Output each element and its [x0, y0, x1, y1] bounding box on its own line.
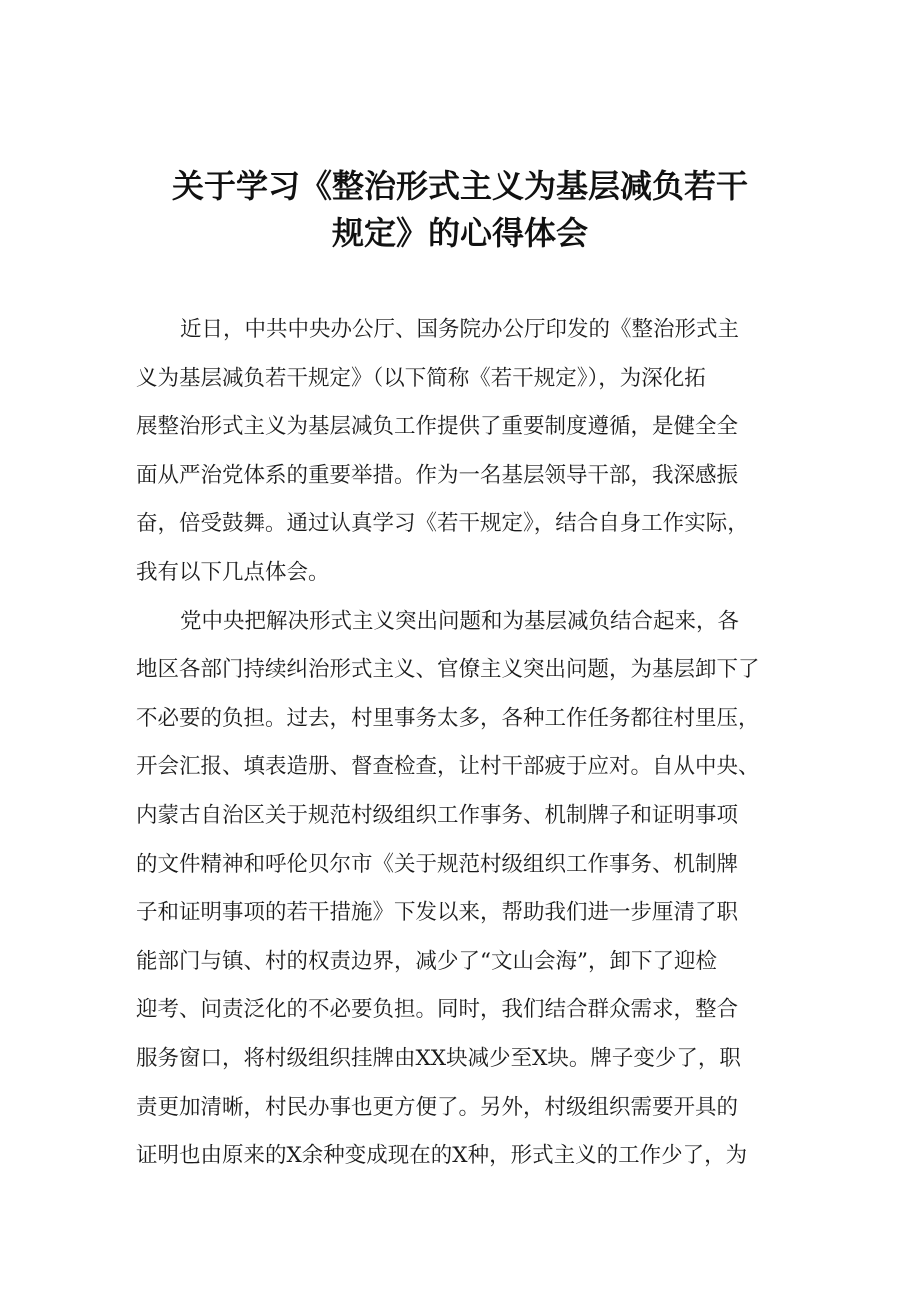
document-title: [120, 163, 800, 257]
text-line: 子和证明事项的若干措施》下发以来，帮助我们进一步厘清了职: [136, 900, 739, 926]
title-line: 规定》的心得体会: [331, 214, 588, 252]
paragraph-burden-reduction: [136, 598, 798, 1181]
text-line: 奋，倍受鼓舞。通过认真学习《若干规定》，结合自身工作实际，: [136, 511, 749, 537]
text-line: 开会汇报、填表造册、督查检查，让村干部疲于应对。自从中央、: [136, 754, 760, 780]
text-line: 党中央把解决形式主义突出问题和为基层减负结合起来，各: [180, 608, 740, 634]
text-line: 展整治形式主义为基层减负工作提供了重要制度遵循，是健全全: [136, 414, 739, 440]
text-line: 迎考、问责泛化的不必要负担。同时，我们结合群众需求，整合: [136, 997, 739, 1023]
text-line: 近日，中共中央办公厅、国务院办公厅印发的《整治形式主: [180, 317, 740, 342]
text-line: 证明也由原来的X余种变成现在的X种，形式主义的工作少了，为: [136, 1143, 748, 1169]
text-line: 地区各部门持续纠治形式主义、官僚主义突出问题，为基层卸下了: [136, 657, 760, 683]
title-line: 关于学习《整治形式主义为基层减负若干: [171, 167, 748, 205]
text-line: 面从严治党体系的重要举措。作为一名基层领导干部，我深感振: [136, 462, 739, 488]
text-line: 内蒙古自治区关于规范村级组织工作事务、机制牌子和证明事项: [136, 802, 739, 828]
paragraph-intro: [136, 306, 798, 598]
text-line: 我有以下几点体会。: [136, 559, 330, 585]
text-line: 义为基层减负若干规定》（以下简称《若干规定》），为深化拓: [136, 365, 706, 391]
text-line: 不必要的负担。过去，村里事务太多，各种工作任务都往村里压，: [136, 705, 760, 731]
text-line: 能部门与镇、村的权责边界，减少了“文山会海”，卸下了迎检: [136, 948, 717, 974]
text-line: 责更加清晰，村民办事也更方便了。另外，村级组织需要开具的: [136, 1094, 739, 1120]
document-body: [136, 306, 798, 1181]
text-line: 服务窗口，将村级组织挂牌由XX块减少至X块。牌子变少了，职: [136, 1045, 741, 1071]
text-line: 的文件精神和呼伦贝尔市《关于规范村级组织工作事务、机制牌: [136, 851, 739, 877]
